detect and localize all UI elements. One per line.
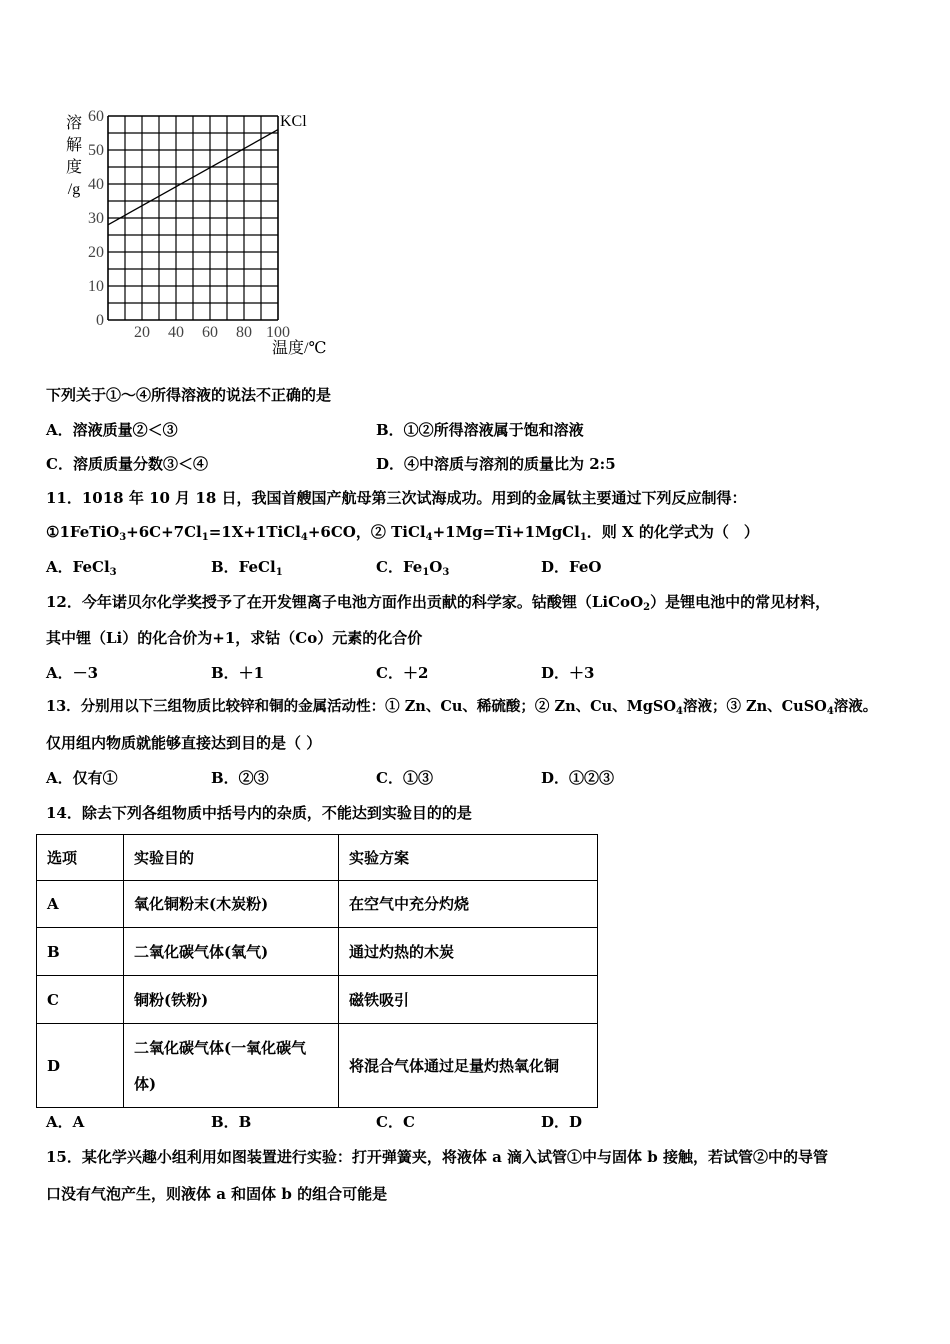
q12-stem-line1: 12．今年诺贝尔化学奖授予了在开发锂离子电池方面作出贡献的科学家。钴酸锂（LiCoO$_2$）是锂电池中的常见材料，: [46, 593, 831, 613]
header-cell: 实验方案: [339, 835, 598, 881]
y-tick-label: 50: [88, 142, 104, 159]
y-tick-label: 10: [88, 278, 104, 295]
table-row: [37, 976, 598, 1024]
table-row: [37, 1024, 598, 1108]
header-cell: 实验目的: [124, 835, 339, 881]
y-tick-labels: [88, 108, 104, 329]
table-cell: 将混合气体通过足量灼热氧化铜: [339, 1024, 598, 1108]
x-tick-labels: [134, 324, 290, 341]
q11-option-c: C．$Fe_1O_3$: [376, 558, 450, 578]
y-tick-label: 0: [96, 312, 104, 329]
q10-option-b: B．①②所得溶液属于饱和溶液: [376, 421, 584, 439]
q13-option-a: A．仅有①: [46, 769, 118, 787]
q12-option-d: D．＋3: [541, 664, 595, 682]
q12-stem-line2: 其中锂（Li）的化合价为+1，求钴（Co）元素的化合价: [46, 629, 423, 647]
x-tick-label: 40: [168, 324, 184, 341]
table-cell: 二氧化碳气体(氧气): [124, 928, 339, 976]
q14-table: [36, 834, 598, 1108]
y-tick-label: 40: [88, 176, 104, 193]
table-cell: A: [37, 881, 124, 928]
series-label-kcl: KCl: [280, 113, 307, 130]
table-row: [37, 881, 598, 928]
q11-option-b: B．FeCl$_1$: [211, 558, 283, 578]
q14-option-c: C．C: [376, 1113, 415, 1131]
x-axis-label: 温度/℃: [272, 340, 327, 357]
table-cell: 氧化铜粉末(木炭粉): [124, 881, 339, 928]
q10-stem: 下列关于①～④所得溶液的说法不正确的是: [46, 386, 332, 404]
x-tick-label: 60: [202, 324, 218, 341]
q12-option-b: B．＋1: [211, 664, 265, 682]
y-tick-label: 30: [88, 210, 104, 227]
q11-eq2: ② TiCl$_4$+1Mg=Ti+1MgCl$_1$．则 X 的化学式为（ ）: [370, 523, 759, 543]
q10-option-a: A．溶液质量②＜③: [46, 421, 178, 439]
q13-stem-line2: 仅用组内物质就能够直接达到目的是（ ）: [46, 734, 322, 752]
table-cell: D: [37, 1024, 124, 1108]
chart-grid: [108, 116, 278, 320]
q10-option-d: D．④中溶质与溶剂的质量比为 2:5: [376, 455, 616, 473]
q15-stem-line1: 15．某化学兴趣小组利用如图装置进行实验：打开弹簧夹，将液体 a 滴入试管①中与固体 b 接触，若试管②中的导管: [46, 1148, 828, 1166]
table-cell: 二氧化碳气体(一氧化碳气体): [124, 1024, 339, 1108]
q11-stem-line1: 11．1018 年 10 月 18 日，我国首艘国产航母第三次试海成功。用到的金属钛主要通过下列反应制得：: [46, 489, 747, 507]
x-tick-label: 20: [134, 324, 150, 341]
q10-option-c: C．溶质质量分数③＜④: [46, 455, 208, 473]
q13-option-d: D．①②③: [541, 769, 615, 787]
table-header-row: [37, 835, 598, 881]
table-cell: 通过灼热的木炭: [339, 928, 598, 976]
y-label-char: /g: [67, 181, 81, 198]
q11-eq1: $①1FeTiO_3+6C+7Cl_1=1X+1TiCl_4+6CO$，: [46, 523, 371, 543]
y-label-char: 溶: [65, 115, 83, 132]
y-axis-label: [66, 114, 82, 198]
q11-option-d: D．FeO: [541, 558, 602, 576]
table-cell: B: [37, 928, 124, 976]
q11-stem-line2: [46, 522, 759, 542]
y-tick-label: 20: [88, 244, 104, 261]
table-cell: 磁铁吸引: [339, 976, 598, 1024]
q12-option-c: C．＋2: [376, 664, 429, 682]
y-label-char: 解: [65, 137, 83, 154]
y-label-char: 度: [65, 159, 83, 176]
q14-option-b: B．B: [211, 1113, 252, 1131]
table-row: [37, 928, 598, 976]
y-tick-label: 60: [88, 108, 104, 125]
q15-stem-line2: 口没有气泡产生，则液体 a 和固体 b 的组合可能是: [46, 1185, 388, 1203]
q11-option-a: A．FeCl$_3$: [46, 558, 117, 578]
q14-option-d: D．D: [541, 1113, 583, 1131]
x-tick-label: 100: [266, 324, 290, 341]
q13-option-b: B．②③: [211, 769, 269, 787]
table-cell: 在空气中充分灼烧: [339, 881, 598, 928]
table-cell: 铜粉(铁粉): [124, 976, 339, 1024]
q13-option-c: C．①③: [376, 769, 433, 787]
header-cell: 选项: [37, 835, 124, 881]
q14-option-a: A．A: [46, 1113, 85, 1131]
q14-stem: 14．除去下列各组物质中括号内的杂质，不能达到实验目的的是: [46, 804, 472, 822]
x-tick-label: 80: [236, 324, 252, 341]
q12-option-a: A．－3: [46, 664, 99, 682]
table-cell: C: [37, 976, 124, 1024]
solubility-chart: [60, 108, 340, 358]
q13-stem-line1: 13．分别用以下三组物质比较锌和铜的金属活动性：① Zn、Cu、稀硫酸；② Zn、Cu、MgSO$_4$溶液；③ Zn、CuSO$_4$溶液。: [46, 698, 878, 717]
